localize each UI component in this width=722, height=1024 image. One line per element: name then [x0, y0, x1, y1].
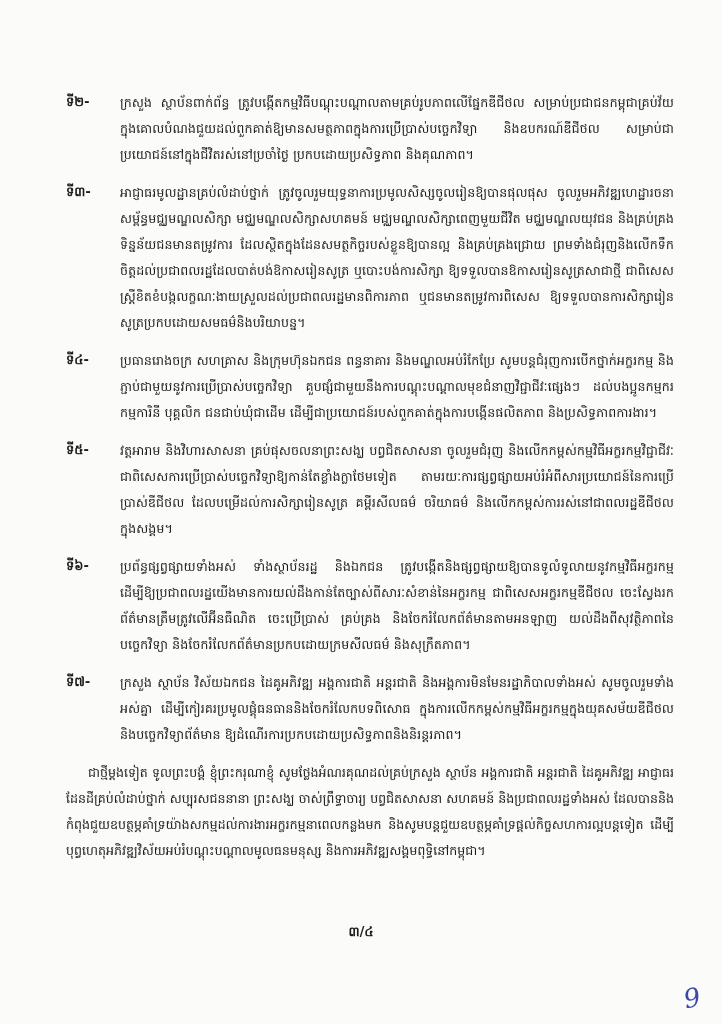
list-item	[66, 554, 674, 658]
list-item	[66, 90, 674, 168]
list-item	[66, 438, 674, 542]
item-text: ក្រសួង ស្ថាប័ន វិស័យឯកជន ដៃគូអភិវឌ្ឍ អង្គការជាតិ អន្តរជាតិ និងអង្គការមិនមែនរដ្ឋាភិបាលទាំងអស់ សូមចូលរួមទាំងអស់គ្នា ដើម្បីកៀរគរប្រមូលផ្តុំធនធាននិងចែករំលែកបទពិសោធ ក្នុងការលើកកម្ពស់កម្មវិធីអក្ខរកម្មក្នុងយុគសម័យឌីជីថលនិងបច្ចេកវិទ្យាព័ត៌មាន ឱ្យដំណើរការប្រកបដោយប្រសិទ្ធភាពនិងនិរន្តរភាព។	[120, 675, 674, 742]
item-number: ទី៧-	[66, 675, 91, 690]
item-number: ទី៣-	[66, 185, 91, 200]
handwritten-initial: 9	[681, 982, 704, 1016]
list-item	[66, 180, 674, 336]
item-text: ប្រព័ន្ធផ្សព្វផ្សាយទាំងអស់ ទាំងស្ថាប័នរដ្ឋ និងឯកជន ត្រូវបង្កើតនិងផ្សព្វផ្សាយឱ្យបានទូលំទូលាយនូវកម្មវិធីអក្ខរកម្ម ដើម្បីឱ្យប្រជាពលរដ្ឋយើងមានការយល់ដឹងកាន់តែច្បាស់ពីសារៈសំខាន់នៃអក្ខរកម្ម ជាពិសេសអក្ខរកម្មឌីជីថល ចេះស្វែងរកព័ត៌មានត្រឹមត្រូវលើអ៊ីនធឺណិត ចេះប្រើប្រាស់ គ្រប់គ្រង និងចែករំលែកព័ត៌មានតាមអនឡាញ យល់ដឹងពីសុវត្ថិភាពនៃបច្ចេកវិទ្យា និងចែករំលែកព័ត៌មានប្រកបដោយក្រមសីលធម៌ និងសុក្រឹតភាព។	[120, 559, 674, 652]
item-number: ទី៦-	[66, 559, 89, 574]
document-body	[66, 90, 674, 877]
list-item	[66, 670, 674, 748]
closing-paragraph: ជាថ្មីម្តងទៀត ទូលព្រះបង្គំ ខ្ញុំព្រះករុណាខ្ញុំ សូមថ្លែងអំណរគុណដល់គ្រប់ក្រសួង ស្ថាប័ន អង្គការជាតិ អន្តរជាតិ ដៃគូអភិវឌ្ឍ អាជ្ញាធរដែនដីគ្រប់លំដាប់ថ្នាក់ សប្បុរសជននានា ព្រះសង្ឃ ចាស់ព្រឹទ្ធាចារ្យ បព្វជិតសាសនា សហគមន៍ និងប្រជាពលរដ្ឋទាំងអស់ ដែលបាននិងកំពុងជួយឧបត្ថម្ភគាំទ្រយ៉ាងសកម្មដល់ការងារអក្ខរកម្មនាពេលកន្លងមក និងសូមបន្តជួយឧបត្ថម្ភគាំទ្រផ្តល់កិច្ចសហការល្អបន្តទៀត ដើម្បីបុព្វហេតុអភិវឌ្ឍវិស័យអប់រំបណ្តុះបណ្តាលមូលធនមនុស្ស និងការអភិវឌ្ឍសង្គមពុទ្ធិនៅកម្ពុជា។	[66, 765, 674, 858]
item-text: ប្រធានរោងចក្រ សហគ្រាស និងក្រុមហ៊ុនឯកជន ពន្ធនាគារ និងមណ្ឌលអប់រំកែប្រែ សូមបន្តជំរុញការបើកថ្នាក់អក្ខរកម្ម និងភ្ជាប់ជាមួយនូវការប្រើប្រាស់បច្ចេកវិទ្យា គួបផ្សំជាមួយនឹងការបណ្តុះបណ្តាលមុខជំនាញវិជ្ជាជីវៈផ្សេងៗ ដល់បងប្អូនកម្មករ កម្មការិនី បុគ្គលិក ជនជាប់ឃុំជាដើម ដើម្បីជាប្រយោជន៍របស់ពួកគាត់ក្នុងការបង្កើនផលិតភាព និងប្រសិទ្ធភាពការងារ។	[120, 353, 674, 420]
page-number: ៣/៤	[348, 925, 374, 940]
item-number: ទី២-	[66, 95, 90, 110]
item-text: វត្តអារាម និងវិហារសាសនា គ្រប់ផុសចលនាព្រះសង្ឃ បព្វជិតសាសនា ចូលរួមជំរុញ និងលើកកម្ពស់កម្មវិធីអក្ខរកម្មវិជ្ជាជីវៈ ជាពិសេសការប្រើប្រាស់បច្ចេកវិទ្យាឱ្យកាន់តែខ្លាំងក្លាថែមទៀត តាមរយៈការផ្សព្វផ្សាយអប់រំអំពីសារប្រយោជន៍នៃការប្រើប្រាស់ឌីជីថល ដែលបម្រើដល់ការសិក្សារៀនសូត្រ គម្ពីរសីលធម៌ ចរិយាធម៌ និងលើកកម្ពស់ការរស់នៅជាពលរដ្ឋឌីជីថលក្នុងសង្គម។	[120, 443, 674, 536]
item-text: ក្រសួង ស្ថាប័នពាក់ព័ន្ធ ត្រូវបង្កើតកម្មវិធីបណ្តុះបណ្តាលតាមគ្រប់រូបភាពលើផ្នែកឌីជីថល សម្រាប់ប្រជាជនកម្ពុជាគ្រប់វ័យ ក្នុងគោលបំណងជួយដល់ពួកគាត់ឱ្យមានសមត្ថភាពក្នុងការប្រើប្រាស់បច្ចេកវិទ្យា និងឧបករណ៍ឌីជីថល សម្រាប់ជាប្រយោជន៍នៅក្នុងជីវិតរស់នៅប្រចាំថ្ងៃ ប្រកបដោយប្រសិទ្ធភាព និងគុណភាព។	[120, 95, 674, 162]
item-text: អាជ្ញាធរមូលដ្ឋានគ្រប់លំដាប់ថ្នាក់ ត្រូវចូលរួមយុទ្ធនាការប្រមូលសិស្សចូលរៀនឱ្យបានផុលផុស ចូលរួមអភិវឌ្ឍហេដ្ឋារចនាសម្ព័ន្ធមជ្ឈមណ្ឌលសិក្សា មជ្ឈមណ្ឌលសិក្សាសហគមន៍ មជ្ឈមណ្ឌលសិក្សាពេញមួយជីវិត មជ្ឈមណ្ឌលយុវជន និងគ្រប់គ្រងទិន្នន័យជនមានតម្រូវការ ដែលស្ថិតក្នុងដែនសមត្ថកិច្ចរបស់ខ្លួនឱ្យបានល្អ និងគ្រប់គ្រងជ្រោយ ព្រមទាំងជំរុញនិងលើកទឹកចិត្តដល់ប្រជាពលរដ្ឋដែលបាត់បង់ឱកាសរៀនសូត្រ ឬបោះបង់ការសិក្សា ឱ្យទទួលបានឱកាសរៀនសូត្រសាជាថ្មី ជាពិសេសស្ត្រីខិតខំបង្កលក្ខណៈងាយស្រួលដល់ប្រជាពលរដ្ឋមានពិការភាព ឬជនមានតម្រូវការពិសេស ឱ្យទទួលបានការសិក្សារៀនសូត្រប្រកបដោយសមធម៌និងបរិយាបន្ន។	[120, 185, 674, 330]
item-number: ទី៥-	[66, 443, 89, 458]
item-number: ទី៤-	[66, 353, 89, 368]
list-item	[66, 348, 674, 426]
